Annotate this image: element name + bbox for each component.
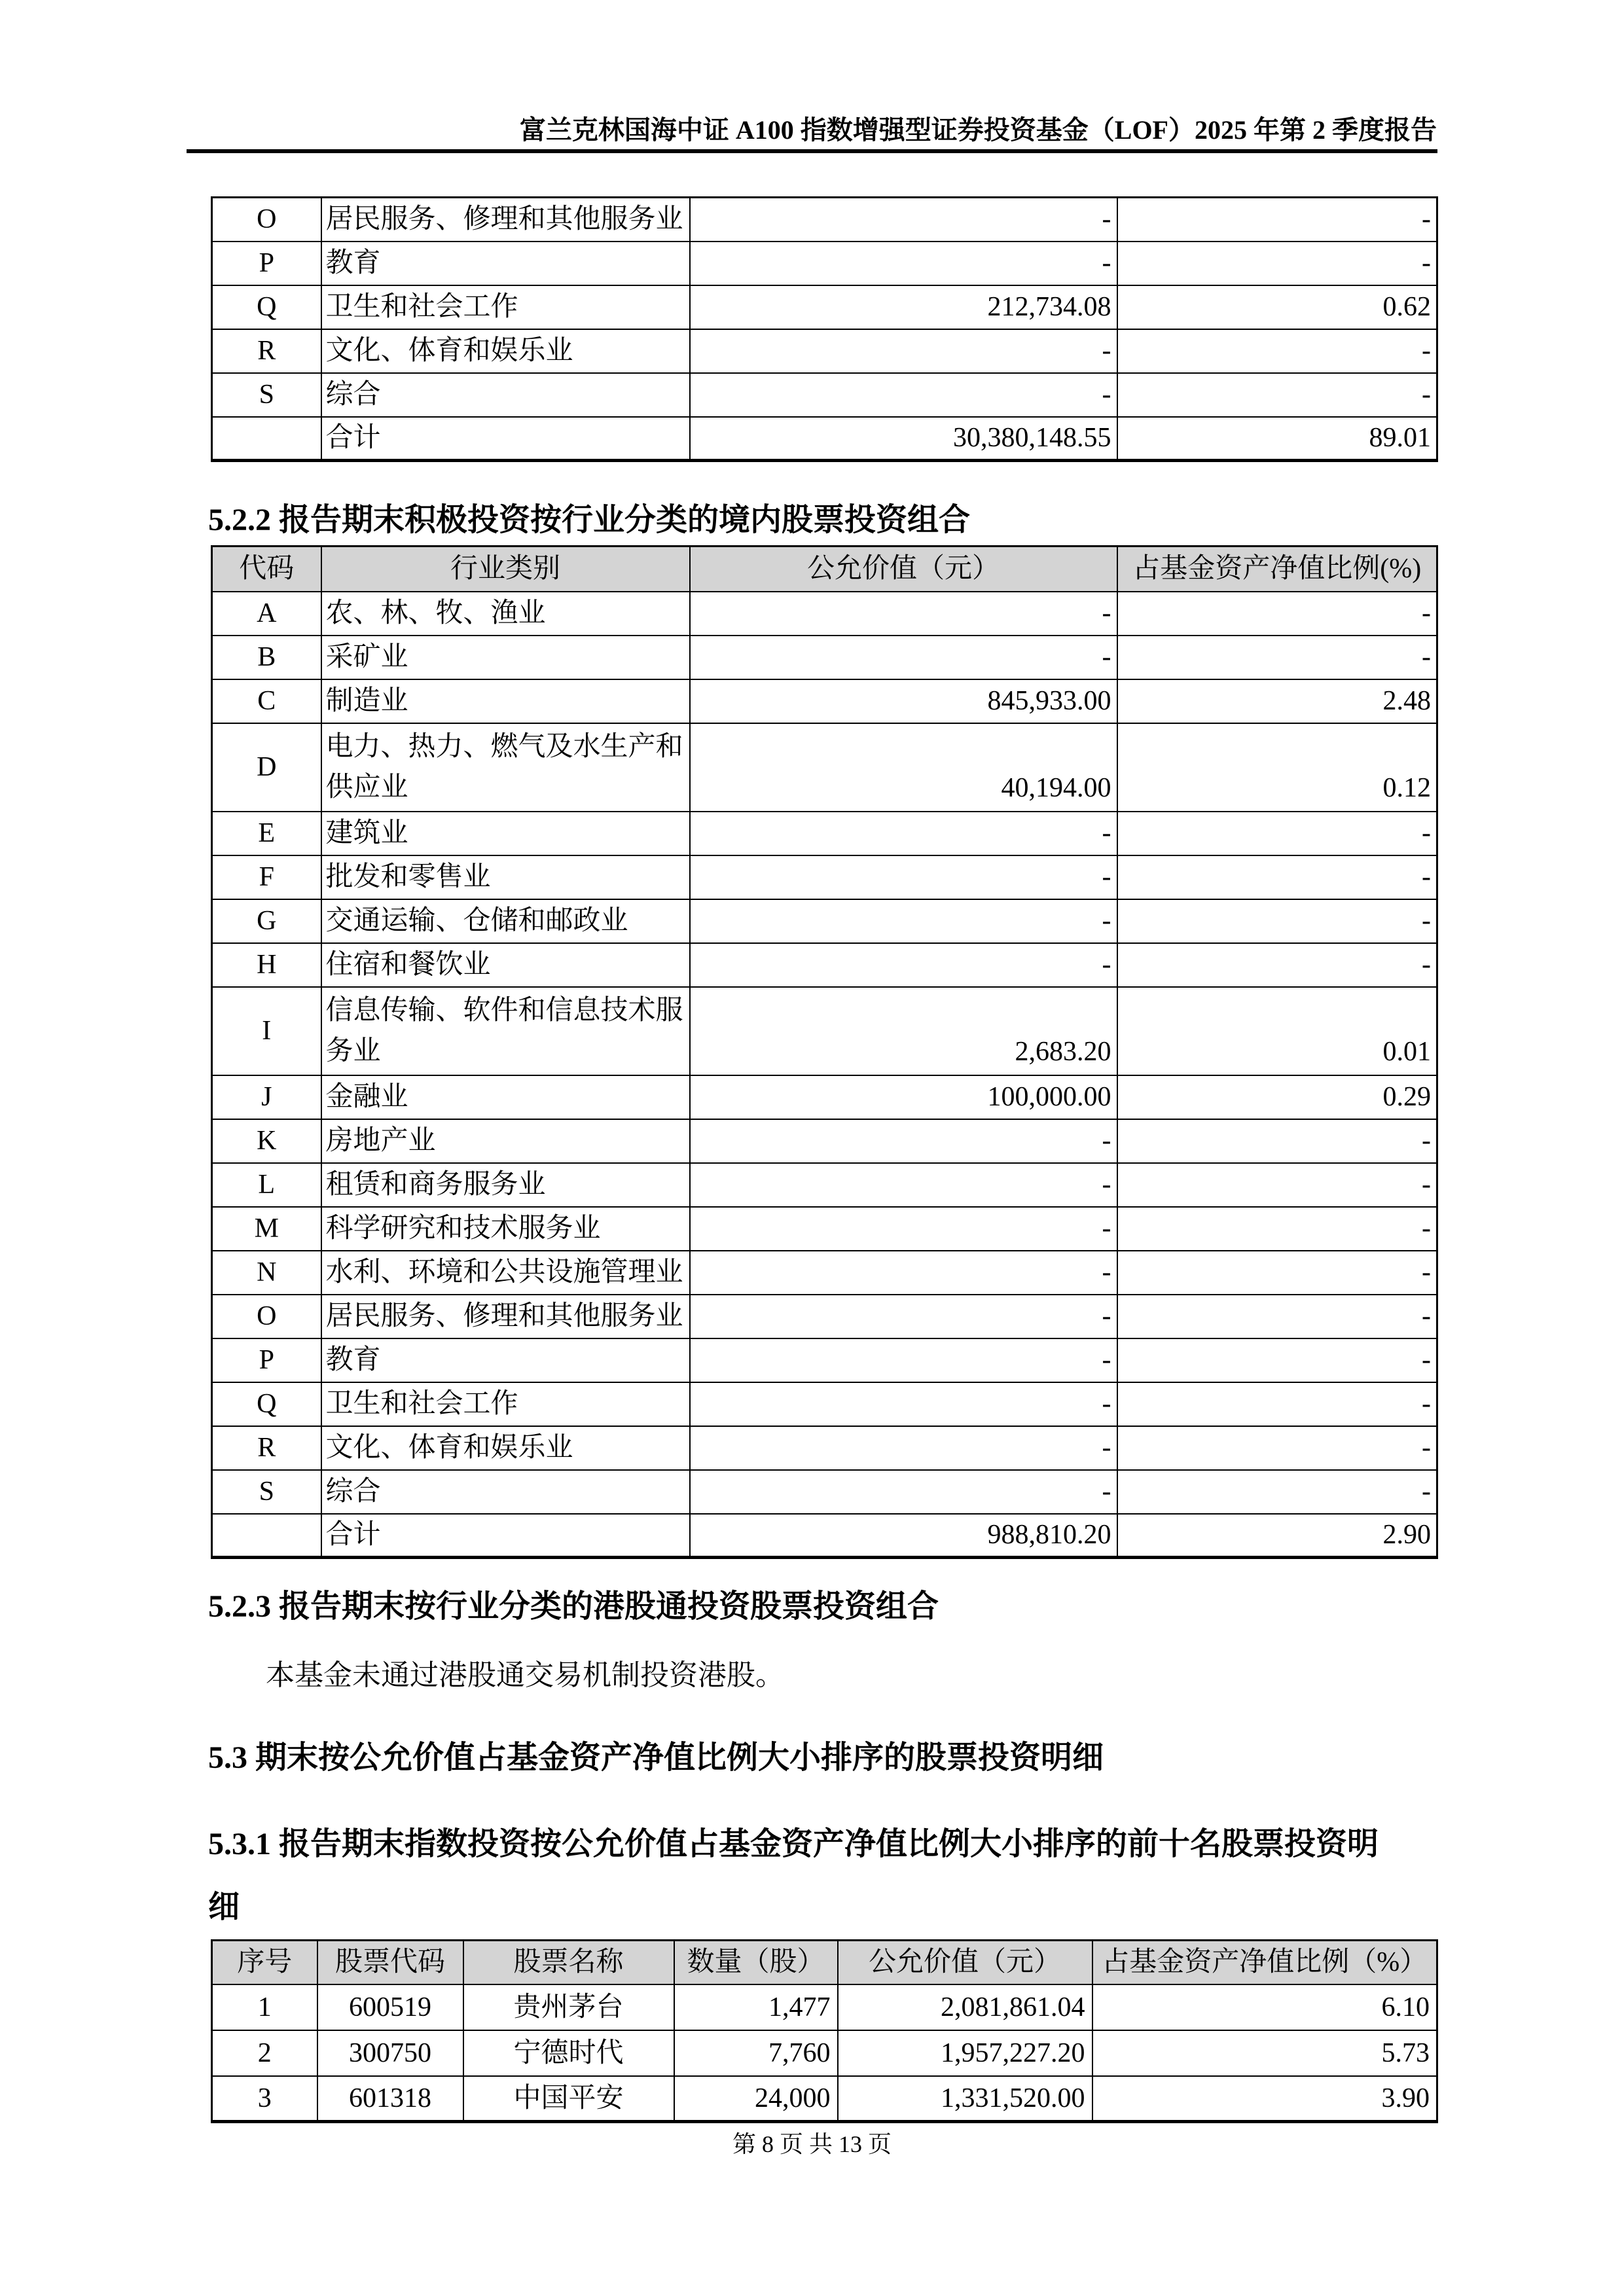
section-5-3-1-heading: 5.3.1 报告期末指数投资按公允价值占基金资产净值比例大小排序的前十名股票投资明细: [208, 1827, 1379, 1924]
section-5-3-heading: 5.3 期末按公允价值占基金资产净值比例大小排序的股票投资明细: [208, 1740, 1104, 1775]
table-cell: 3: [212, 2076, 317, 2122]
table-cell: -: [1117, 592, 1437, 636]
table-cell: 合计: [321, 1514, 690, 1558]
table-cell: 2,683.20: [690, 987, 1117, 1075]
active-industry-table: [211, 545, 1438, 1559]
column-header: 占基金资产净值比例(%): [1117, 547, 1437, 592]
table-cell: -: [1117, 899, 1437, 943]
table-cell: 居民服务、修理和其他服务业: [321, 1295, 690, 1338]
industry-table-continued-body: [212, 198, 1437, 461]
column-header: 公允价值（元）: [838, 1941, 1092, 1984]
table-cell: 0.62: [1117, 285, 1437, 329]
table-header-row: [212, 547, 1437, 592]
column-header: 占基金资产净值比例（%）: [1092, 1941, 1437, 1984]
table-cell: -: [1117, 812, 1437, 855]
section-5-2-3-heading: 5.2.3 报告期末按行业分类的港股通投资股票投资组合: [208, 1589, 939, 1624]
table-cell: -: [690, 943, 1117, 987]
table-cell: -: [1117, 329, 1437, 373]
table-cell: E: [212, 812, 321, 855]
table-row: [212, 723, 1437, 812]
table-cell: -: [1117, 636, 1437, 679]
table-row: [212, 417, 1437, 461]
table-row: [212, 812, 1437, 855]
table-cell: 文化、体育和娱乐业: [321, 1426, 690, 1470]
table-cell: 教育: [321, 242, 690, 285]
table-cell: R: [212, 1426, 321, 1470]
table-cell: 3.90: [1092, 2076, 1437, 2122]
table-cell: 宁德时代: [463, 2030, 674, 2076]
table-cell: S: [212, 1470, 321, 1514]
table-cell: R: [212, 329, 321, 373]
table-cell: 89.01: [1117, 417, 1437, 461]
table-cell: 845,933.00: [690, 679, 1117, 723]
table-cell: 1: [212, 1984, 317, 2030]
table-row: [212, 1984, 1437, 2030]
table-cell: 0.01: [1117, 987, 1437, 1075]
table-cell: -: [690, 242, 1117, 285]
table-cell: -: [690, 1470, 1117, 1514]
table-cell: 1,477: [674, 1984, 838, 2030]
table-cell: -: [690, 373, 1117, 417]
table-cell: F: [212, 855, 321, 899]
table-cell: N: [212, 1251, 321, 1295]
table-row: [212, 1514, 1437, 1558]
table-cell: 1,957,227.20: [838, 2030, 1092, 2076]
table-cell: -: [690, 899, 1117, 943]
table-cell: -: [1117, 1207, 1437, 1251]
table-cell: 212,734.08: [690, 285, 1117, 329]
table-header-row: [212, 1941, 1437, 1984]
table-cell: 电力、热力、燃气及水生产和供应业: [321, 723, 690, 812]
table-row: [212, 242, 1437, 285]
table-cell: 0.12: [1117, 723, 1437, 812]
table-cell: 中国平安: [463, 2076, 674, 2122]
table-cell: 水利、环境和公共设施管理业: [321, 1251, 690, 1295]
table-cell: I: [212, 987, 321, 1075]
column-header: 代码: [212, 547, 321, 592]
table-row: [212, 592, 1437, 636]
table-cell: 综合: [321, 373, 690, 417]
table-cell: -: [690, 1207, 1117, 1251]
table-cell: 2.48: [1117, 679, 1437, 723]
table-cell: -: [690, 1251, 1117, 1295]
top-stocks-table: [211, 1939, 1438, 2123]
table-cell: 住宿和餐饮业: [321, 943, 690, 987]
header-divider: [187, 149, 1437, 153]
industry-table-continued: [211, 196, 1438, 462]
table-cell: G: [212, 899, 321, 943]
table-cell: 采矿业: [321, 636, 690, 679]
table-cell: 601318: [317, 2076, 463, 2122]
table-row: [212, 679, 1437, 723]
table-cell: 租赁和商务服务业: [321, 1163, 690, 1207]
table-cell: -: [1117, 1426, 1437, 1470]
table-cell: Q: [212, 285, 321, 329]
table-cell: -: [690, 329, 1117, 373]
table-cell: 988,810.20: [690, 1514, 1117, 1558]
table-cell: H: [212, 943, 321, 987]
table-row: [212, 1075, 1437, 1119]
table-cell: 6.10: [1092, 1984, 1437, 2030]
table-cell: C: [212, 679, 321, 723]
table-row: [212, 855, 1437, 899]
table-cell: 教育: [321, 1338, 690, 1382]
table-row: [212, 899, 1437, 943]
table-cell: 建筑业: [321, 812, 690, 855]
table-cell: O: [212, 1295, 321, 1338]
table-cell: O: [212, 198, 321, 242]
table-cell: -: [690, 592, 1117, 636]
hk-connect-note: 本基金未通过港股通交易机制投资港股。: [266, 1659, 784, 1691]
table-cell: -: [1117, 1163, 1437, 1207]
table-cell: -: [690, 636, 1117, 679]
active-industry-table-header: [212, 547, 1437, 592]
table-row: [212, 1426, 1437, 1470]
table-cell: -: [1117, 1470, 1437, 1514]
table-cell: 卫生和社会工作: [321, 285, 690, 329]
table-row: [212, 1470, 1437, 1514]
table-cell: -: [1117, 855, 1437, 899]
column-header: 数量（股）: [674, 1941, 838, 1984]
table-cell: 文化、体育和娱乐业: [321, 329, 690, 373]
active-industry-table-body: [212, 592, 1437, 1558]
table-cell: 卫生和社会工作: [321, 1382, 690, 1426]
table-cell: A: [212, 592, 321, 636]
table-cell: 交通运输、仓储和邮政业: [321, 899, 690, 943]
document-header-title: 富兰克林国海中证 A100 指数增强型证券投资基金（LOF）2025 年第 2 季度报告: [519, 115, 1437, 145]
table-cell: 金融业: [321, 1075, 690, 1119]
table-row: [212, 329, 1437, 373]
table-row: [212, 987, 1437, 1075]
table-cell: [212, 1514, 321, 1558]
table-cell: S: [212, 373, 321, 417]
table-cell: 批发和零售业: [321, 855, 690, 899]
table-cell: J: [212, 1075, 321, 1119]
table-cell: B: [212, 636, 321, 679]
table-cell: -: [690, 1426, 1117, 1470]
table-cell: 贵州茅台: [463, 1984, 674, 2030]
section-5-2-2-heading: 5.2.2 报告期末积极投资按行业分类的境内股票投资组合: [208, 503, 971, 537]
table-cell: 100,000.00: [690, 1075, 1117, 1119]
table-cell: -: [1117, 943, 1437, 987]
table-row: [212, 1382, 1437, 1426]
table-cell: 24,000: [674, 2076, 838, 2122]
table-cell: 合计: [321, 417, 690, 461]
table-cell: Q: [212, 1382, 321, 1426]
table-cell: M: [212, 1207, 321, 1251]
table-cell: -: [690, 1295, 1117, 1338]
table-cell: P: [212, 242, 321, 285]
table-cell: -: [690, 812, 1117, 855]
table-cell: -: [1117, 1382, 1437, 1426]
table-row: [212, 943, 1437, 987]
table-cell: L: [212, 1163, 321, 1207]
table-row: [212, 2076, 1437, 2122]
table-row: [212, 1251, 1437, 1295]
table-cell: 300750: [317, 2030, 463, 2076]
table-cell: 信息传输、软件和信息技术服务业: [321, 987, 690, 1075]
column-header: 行业类别: [321, 547, 690, 592]
table-cell: -: [1117, 1119, 1437, 1163]
table-cell: -: [690, 1163, 1117, 1207]
table-row: [212, 1338, 1437, 1382]
table-cell: -: [690, 1382, 1117, 1426]
table-cell: -: [690, 855, 1117, 899]
column-header: 公允价值（元）: [690, 547, 1117, 592]
column-header: 股票名称: [463, 1941, 674, 1984]
table-cell: 居民服务、修理和其他服务业: [321, 198, 690, 242]
table-cell: 科学研究和技术服务业: [321, 1207, 690, 1251]
table-row: [212, 2030, 1437, 2076]
table-cell: 7,760: [674, 2030, 838, 2076]
table-cell: 农、林、牧、渔业: [321, 592, 690, 636]
table-cell: -: [1117, 1295, 1437, 1338]
table-cell: 房地产业: [321, 1119, 690, 1163]
column-header: 股票代码: [317, 1941, 463, 1984]
table-cell: [212, 417, 321, 461]
table-cell: 2,081,861.04: [838, 1984, 1092, 2030]
table-row: [212, 1119, 1437, 1163]
table-cell: D: [212, 723, 321, 812]
table-row: [212, 285, 1437, 329]
table-cell: -: [690, 1338, 1117, 1382]
table-row: [212, 636, 1437, 679]
table-cell: -: [1117, 242, 1437, 285]
table-cell: -: [1117, 198, 1437, 242]
table-cell: 40,194.00: [690, 723, 1117, 812]
table-cell: 2.90: [1117, 1514, 1437, 1558]
top-stocks-table-header: [212, 1941, 1437, 1984]
table-row: [212, 1295, 1437, 1338]
table-cell: -: [690, 1119, 1117, 1163]
table-cell: K: [212, 1119, 321, 1163]
table-cell: -: [690, 198, 1117, 242]
table-cell: 5.73: [1092, 2030, 1437, 2076]
table-cell: 制造业: [321, 679, 690, 723]
table-row: [212, 1207, 1437, 1251]
table-cell: 0.29: [1117, 1075, 1437, 1119]
table-cell: P: [212, 1338, 321, 1382]
table-cell: -: [1117, 1338, 1437, 1382]
table-cell: -: [1117, 1251, 1437, 1295]
column-header: 序号: [212, 1941, 317, 1984]
table-cell: 30,380,148.55: [690, 417, 1117, 461]
page-number-footer: 第 8 页 共 13 页: [732, 2131, 892, 2157]
table-row: [212, 198, 1437, 242]
table-cell: 600519: [317, 1984, 463, 2030]
table-row: [212, 1163, 1437, 1207]
table-cell: -: [1117, 373, 1437, 417]
table-cell: 1,331,520.00: [838, 2076, 1092, 2122]
table-cell: 综合: [321, 1470, 690, 1514]
table-cell: 2: [212, 2030, 317, 2076]
top-stocks-table-body: [212, 1984, 1437, 2122]
table-row: [212, 373, 1437, 417]
